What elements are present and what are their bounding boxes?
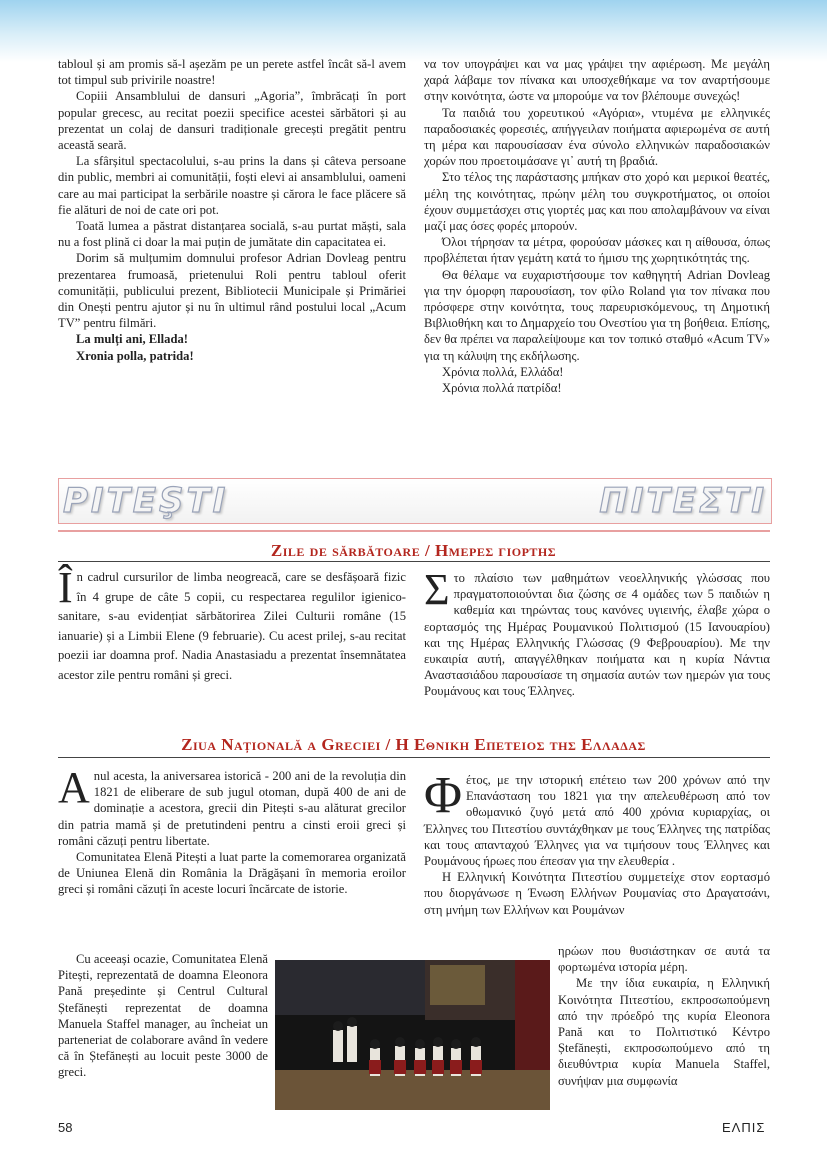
article2-right-narrow <box>558 943 770 1089</box>
banner-underline <box>58 530 770 532</box>
paragraph: Με την ίδια ευκαιρία, η Ελληνική Κοινότητα Πιτεστίου, εκπροσωπούμενη από την πρόεδρό της κυρία Eleonora Pană και το Πολιτιστικό Κέντρο Ștefănești, εκπροσωπούμενο από τη διευθύντρια κυρία Manuela Staffel, συνήψαν μια συμφωνία <box>558 976 770 1088</box>
top-right-column <box>424 56 770 396</box>
article1-left-column <box>58 563 406 686</box>
greeting-line: La mulți ani, Ellada! <box>76 332 188 347</box>
paragraph: Θα θέλαμε να ευχαριστήσουμε τον καθηγητή Adrian Dovleag για την όμορφη παρουσίαση, τον φίλο Roland για τον πίνακα που πρόσφερε στην κοινότητα, τους παρευρισκόμενους, τη Δημοτική Βιβλιοθήκη και το Δημαρχείο του Ονεστίου για τη βοήθεια. Επίσης, δεν θα πρέπει να παραλείψουμε και τον τοπικό σταθμό «Acum TV» για τη κάλυψη της εκδήλωσης. <box>424 267 770 363</box>
paragraph: Η Ελληνική Κοινότητα Πιτεστίου συμμετείχε στον εορτασμό που διοργάνωσε η Ένωση Ελλήνων Ρουμανίας στο Δραγατσάνι, στη μνήμη των Ελλήνων και Ρουμάνων <box>424 870 770 917</box>
title-rule <box>58 757 770 758</box>
banner-city-latin: PITEŞTI <box>63 481 229 521</box>
dance-performance-photo <box>275 960 550 1110</box>
article1-title: Zile de sărbătoare / Ημερες γιορτης <box>270 541 557 560</box>
paragraph: tabloul și am promis să-l așezăm pe un perete astfel încât să-l avem tot timpul sub privirile noastre! <box>58 57 406 88</box>
article2-title: Ziua Națională a Greciei / Η Εθνικη Επετειος της Ελλαδας <box>181 735 646 754</box>
article1-right-column <box>424 565 770 700</box>
paragraph: ηρώων που θυσιάστηκαν σε αυτά τα φορτωμένα ιστορία μέρη. <box>558 944 770 975</box>
page-number: 58 <box>58 1120 73 1135</box>
paragraph: La sfârșitul spectacolului, s-au prins la dans și câteva persoane din public, membri ai comunității, foști elevi ai ansamblului, oameni care au mai participat la serbările noastre și cărora le face plăcere să fie alături de noi de cate ori pot. <box>58 154 406 217</box>
paragraph: Στο τέλος της παράστασης μπήκαν στο χορό και μερικοί θεατές, μέλη της κοινότητας, πρώην μέλη του συγκροτήματος, οι οποίοι έχουν συμμετάσχει στις γιορτές μας και που απολαμβάνουν να είναι μαζί μας όσες φορές μπορούν. <box>424 170 770 234</box>
top-left-column <box>58 56 406 364</box>
paragraph: Cu aceeași ocazie, Comunitatea Elenă Pitești, reprezentată de doamna Eleonora Pană președinte și Centrul Cultural Ștefănești reprezentat de doamna Manuela Staffel manager, au încheiat un parteneriat de colaborare având în vedere că în Ștefănești au locuit peste 3000 de greci. <box>58 952 268 1080</box>
banner-city-greek: ΠΙΤΕΣΤΙ <box>599 481 767 521</box>
paragraph <box>58 763 406 849</box>
paragraph: Όλοι τήρησαν τα μέτρα, φορούσαν μάσκες και η αίθουσα, όπως προβλέπεται ήταν γεμάτη κατά το ήμισυ της χωρητικότητάς της. <box>424 235 770 266</box>
drop-cap: Σ <box>424 565 450 614</box>
paragraph: Comunitatea Elenă Pitești a luat parte la comemorarea organizată de Uniunea Elenă din România la Drăgășani în memoria eroilor greci și români căzuți în aceste locuri încărcate de istorie. <box>58 850 406 897</box>
greeting-line: Χρόνια πολλά, Ελλάδα! <box>442 364 564 379</box>
paragraph: να τον υπογράψει και να μας γράψει την αφιέρωση. Με μεγάλη χαρά λάβαμε τον πίνακα και υποσχεθήκαμε να τον αναρτήσουμε στην κοινότητα, ώστε να μπορούμε να τον βλέπουμε συνεχώς! <box>424 57 770 104</box>
paragraph-text: έτος, με την ιστορική επέτειο των 200 χρόνων από την Επανάσταση του 1821 για την απελευθέρωση από τον οθωμανικό ζυγό μετά από 400 χρόνια κυριαρχίας, οι Έλληνες του Πιτεστίου συντάχθηκαν με τους Έλληνες της πατρίδας και τους απανταχού Έλληνες για να τιμήσουν τους Έλληνες και Ρουμάνους ήρωες που έπεσαν για την ελευθερία . <box>424 773 770 869</box>
article2-left-narrow <box>58 951 268 1081</box>
greeting-line: Χρόνια πολλά πατρίδα! <box>442 381 562 396</box>
article2-right-column <box>424 767 770 918</box>
drop-cap: A <box>58 763 90 812</box>
article1-left-text: n cadrul cursurilor de limba neogreacă, care se desfășoară fizic în 4 grupe de câte 5 copii, cu respectarea regulilor igienico-sanitare, s-au evidențiat sărbătorirea Zilei Culturii române (15 ianuarie) și a Limbii Elene (9 februarie). Cu acest prilej, s-au recitat poezii iar doamna prof. Nadia Anastasiadu a prezentat însemnătatea acestor zile pentru români și greci. <box>58 570 406 682</box>
article1-right-text: το πλαίσιο των μαθημάτων νεοελληνικής γλώσσας που πραγματοποιούνται δια ζώσης σε 4 ομάδες των 5 παιδιών η καθεμία και τηρώντας τους κανόνες υγιεινής, έλαβε χώρα ο εορτασμός της Ημέρας Ρουμανικού Πολιτισμού (15 Ιανουαρίου) και της Ημέρας Ελληνικής Γλώσσας (9 Φεβρουαρίου). Με την ευκαιρία αυτή, απαγγέλθηκαν ποιήματα και η κυρία Νάντια Αναστασιάδου παρουσίασε τη σημασία αυτών των ημερών για τους Ρουμάνους και τους Έλληνες. <box>424 571 770 699</box>
paragraph <box>424 767 770 869</box>
paragraph: Toată lumea a păstrat distanțarea socială, s-au purtat măști, sala nu a fost plină ci doar la mai puțin de jumătate din capacitatea ei. <box>58 219 406 250</box>
greeting-line: Xronia polla, patrida! <box>76 348 194 363</box>
paragraph: Τα παιδιά του χορευτικού «Αγόρια», ντυμένα με ελληνικές παραδοσιακές φορεσιές, απήγγειλαν ποιήματα αφιερωμένα σε αυτή τη μέρα και παρουσίασαν ένα σύνολο ελληνικών παραδοσιακών χορών που προετοιμάσανε γι᾽ αυτή τη βραδιά. <box>424 105 770 169</box>
drop-cap: Î <box>58 563 73 612</box>
paragraph-text: nul acesta, la aniversarea istorică - 200 ani de la revoluția din 1821 de eliberare de sub jugul otoman, după 400 de ani de dominație a acestora, grecii din Pitești s-au alăturat grecilor din patria mamă și de pretutindeni pentru a cinsti eroii greci și români căzuți pentru libertate. <box>58 769 406 848</box>
header-gradient-band <box>0 0 827 62</box>
city-banner <box>58 478 772 524</box>
paragraph: Copiii Ansamblului de dansuri „Agoria”, îmbrăcați în port popular grecesc, au recitat poezii specifice acestei sărbători și au prezentat un colaj de dansuri tradiționale grecești pregătit pentru această seară. <box>58 89 406 153</box>
paragraph: Dorim să mulțumim domnului profesor Adrian Dovleag pentru prezentarea frumoasă, prietenului Roli pentru tabloul oferit comunității, publicului prezent, Bibliotecii Municipale și Primăriei din Onești pentru ajutor și nu în ultimul rând postului local „Acum TV” pentru filmări. <box>58 251 406 331</box>
article2-left-column <box>58 763 406 898</box>
drop-cap: Φ <box>424 767 463 824</box>
magazine-name: ΕΛΠΙΣ <box>722 1120 766 1135</box>
title-rule <box>58 561 770 562</box>
